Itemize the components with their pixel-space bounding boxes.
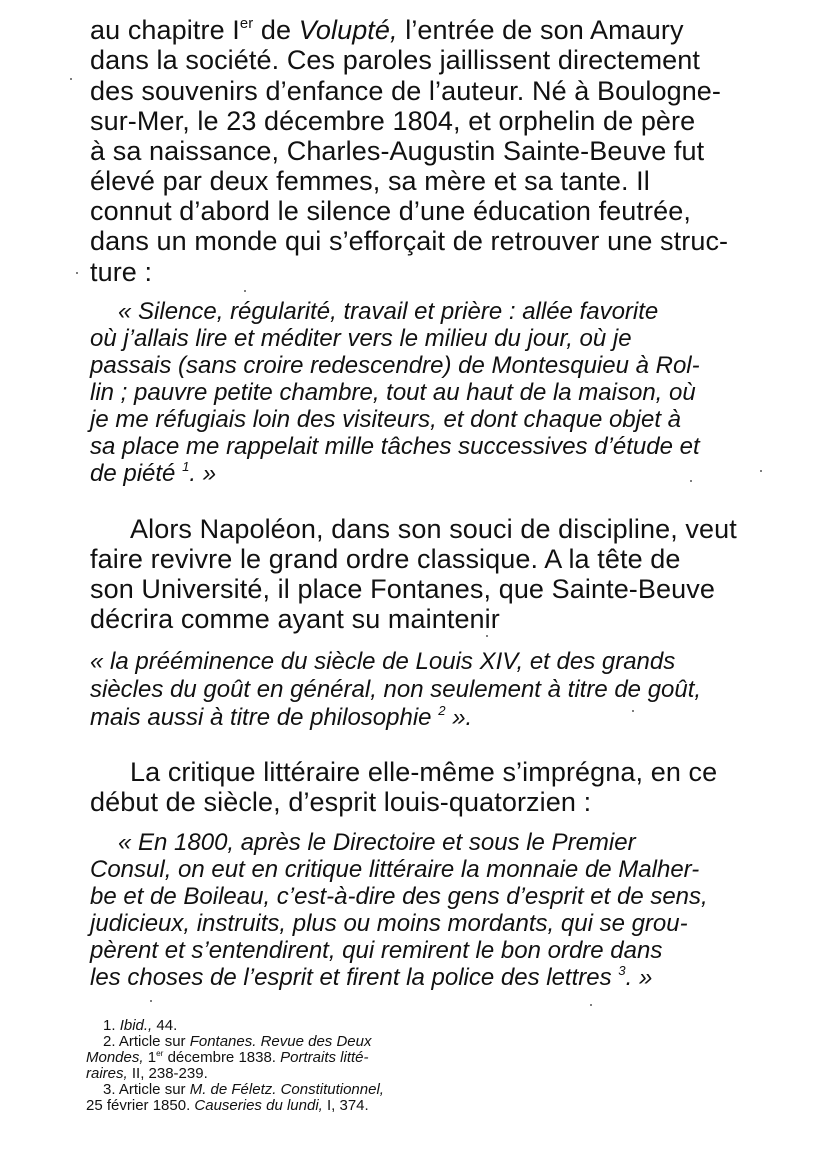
quote-line: « la prééminence du siècle de Louis XIV, et des grands	[90, 648, 676, 675]
footnote-line: Mondes, 1er décembre 1838. Portraits litté-	[86, 1048, 369, 1066]
footnote-line: raires, II, 238-239.	[86, 1065, 208, 1082]
text-line: début de siècle, d’esprit louis-quatorzien :	[90, 787, 592, 817]
quote-line: mais aussi à titre de philosophie $^2$ ».	[90, 703, 473, 731]
quote-line: je me réfugiais loin des visiteurs, et dont chaque objet à	[90, 406, 682, 433]
quote-line: siècles du goût en général, non seulement à titre de goût,	[90, 676, 702, 703]
quote-line: où j’allais lire et méditer vers le milieu du jour, où je	[90, 325, 632, 352]
quote-line: les choses de l’esprit et firent la police des lettres $^3$. »	[90, 963, 653, 991]
scan-speck	[150, 1000, 152, 1002]
scan-speck	[690, 480, 692, 482]
footnote-line: 25 février 1850. Causeries du lundi, I, 374.	[86, 1097, 369, 1114]
footnote-line: 2. Article sur Fontanes. Revue des Deux	[103, 1033, 372, 1050]
text-line: Alors Napoléon, dans son souci de discipline, veut	[130, 514, 737, 544]
text-line: des souvenirs d’enfance de l’auteur. Né à Boulogne-	[90, 76, 722, 106]
quote-line: pèrent et s’entendirent, qui remirent le bon ordre dans	[90, 937, 663, 964]
text-line: élevé par deux femmes, sa mère et sa tante. Il	[90, 166, 650, 196]
text-line: La critique littéraire elle-même s’imprégna, en ce	[130, 757, 718, 787]
quote-line: « En 1800, après le Directoire et sous le Premier	[118, 829, 636, 856]
text-line: dans la société. Ces paroles jaillissent directement	[90, 45, 700, 75]
quote-line: lin ; pauvre petite chambre, tout au haut de la maison, où	[90, 379, 696, 406]
scan-speck	[590, 1004, 592, 1006]
quote-line: « Silence, régularité, travail et prière : allée favorite	[118, 298, 659, 325]
quote-line: Consul, on eut en critique littéraire la monnaie de Malher-	[90, 856, 700, 883]
scan-speck	[632, 710, 634, 712]
quote-line: sa place me rappelait mille tâches successives d’étude et	[90, 433, 700, 460]
scan-speck	[486, 635, 488, 637]
text-line: décrira comme ayant su maintenir	[90, 604, 500, 634]
text-line: au chapitre Ier de Volupté, l’entrée de son Amaury	[90, 15, 684, 45]
scan-speck	[76, 272, 78, 274]
text-line: connut d’abord le silence d’une éducation feutrée,	[90, 196, 691, 226]
footnote-line: 1. Ibid., 44.	[103, 1017, 178, 1034]
text-line: faire revivre le grand ordre classique. A la tête de	[90, 544, 681, 574]
text-line: ture :	[90, 257, 153, 287]
quote-line: passais (sans croire redescendre) de Montesquieu à Rol-	[90, 352, 700, 379]
text-line: dans un monde qui s’efforçait de retrouver une struc-	[90, 226, 729, 256]
scan-speck	[760, 470, 762, 472]
text-line: son Université, il place Fontanes, que Sainte-Beuve	[90, 574, 715, 604]
quote-line: de piété $^1$. »	[90, 459, 217, 487]
text-line: sur-Mer, le 23 décembre 1804, et orphelin de père	[90, 106, 696, 136]
scan-speck	[244, 290, 246, 292]
scan-speck	[70, 78, 72, 80]
quote-line: judicieux, instruits, plus ou moins mordants, qui se grou-	[90, 910, 688, 937]
quote-line: be et de Boileau, c’est-à-dire des gens d’esprit et de sens,	[90, 883, 708, 910]
footnote-line: 3. Article sur M. de Féletz. Constitutionnel,	[103, 1081, 384, 1098]
text-line: à sa naissance, Charles-Augustin Sainte-Beuve fut	[90, 136, 705, 166]
